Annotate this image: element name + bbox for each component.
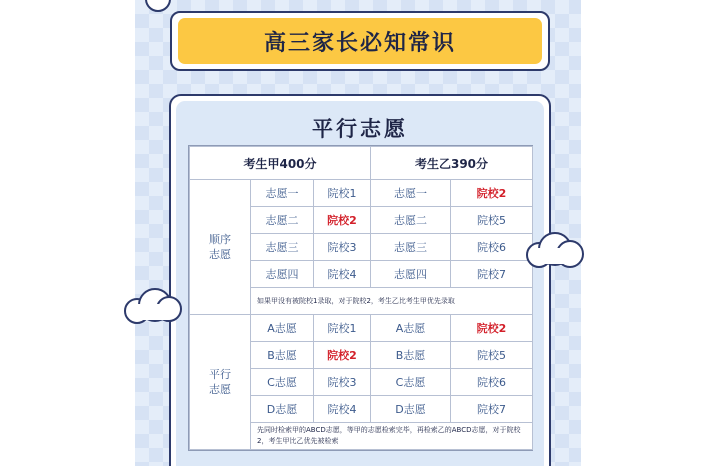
student-b-choice: B志愿 bbox=[371, 342, 451, 369]
student-b-choice: 志愿四 bbox=[371, 261, 451, 288]
student-b-choice: 志愿一 bbox=[371, 180, 451, 207]
student-b-school: 院校2 bbox=[451, 315, 533, 342]
student-a-choice: 志愿四 bbox=[251, 261, 314, 288]
decorative-circle bbox=[145, 0, 171, 12]
student-b-choice: 志愿二 bbox=[371, 207, 451, 234]
student-b-choice: 志愿三 bbox=[371, 234, 451, 261]
header-banner bbox=[170, 11, 550, 71]
student-a-school: 院校1 bbox=[314, 315, 371, 342]
table-row bbox=[190, 180, 533, 207]
group-label: 顺序 志愿 bbox=[190, 180, 251, 315]
group-note: 先同时检索甲的ABCD志愿，等甲的志愿检索完毕，再检索乙的ABCD志愿，对于院校2，考生甲比乙优先被检索 bbox=[251, 423, 533, 450]
table-header-row bbox=[190, 147, 533, 180]
table-row bbox=[190, 315, 533, 342]
student-a-header: 考生甲400分 bbox=[190, 147, 371, 180]
student-b-choice: C志愿 bbox=[371, 369, 451, 396]
comparison-table bbox=[188, 145, 533, 451]
page-title: 高三家长必知常识 bbox=[263, 30, 456, 56]
student-b-choice: D志愿 bbox=[371, 396, 451, 423]
group-label: 平行 志愿 bbox=[190, 315, 251, 450]
student-a-choice: 志愿三 bbox=[251, 234, 314, 261]
content-card-inner bbox=[176, 101, 544, 466]
poster bbox=[135, 0, 581, 466]
student-b-school: 院校2 bbox=[451, 180, 533, 207]
group-note: 如果甲没有被院校1录取，对于院校2，考生乙比考生甲优先录取 bbox=[251, 288, 533, 315]
student-a-choice: D志愿 bbox=[251, 396, 314, 423]
student-a-choice: 志愿二 bbox=[251, 207, 314, 234]
student-a-school: 院校1 bbox=[314, 180, 371, 207]
header-banner-inner bbox=[178, 18, 542, 64]
student-a-school: 院校3 bbox=[314, 369, 371, 396]
student-b-school: 院校7 bbox=[451, 261, 533, 288]
student-a-choice: B志愿 bbox=[251, 342, 314, 369]
section-title: 平行志愿 bbox=[312, 117, 408, 141]
cloud-decoration-left bbox=[124, 286, 184, 326]
student-b-school: 院校5 bbox=[451, 207, 533, 234]
student-a-school: 院校2 bbox=[314, 342, 371, 369]
student-a-choice: 志愿一 bbox=[251, 180, 314, 207]
student-a-school: 院校2 bbox=[314, 207, 371, 234]
cloud-decoration-right bbox=[526, 228, 586, 270]
student-a-choice: A志愿 bbox=[251, 315, 314, 342]
student-a-choice: C志愿 bbox=[251, 369, 314, 396]
student-b-school: 院校6 bbox=[451, 234, 533, 261]
student-b-header: 考生乙390分 bbox=[371, 147, 533, 180]
student-a-school: 院校4 bbox=[314, 261, 371, 288]
student-b-choice: A志愿 bbox=[371, 315, 451, 342]
student-b-school: 院校5 bbox=[451, 342, 533, 369]
student-a-school: 院校4 bbox=[314, 396, 371, 423]
student-b-school: 院校6 bbox=[451, 369, 533, 396]
content-card bbox=[169, 94, 551, 466]
student-b-school: 院校7 bbox=[451, 396, 533, 423]
student-a-school: 院校3 bbox=[314, 234, 371, 261]
